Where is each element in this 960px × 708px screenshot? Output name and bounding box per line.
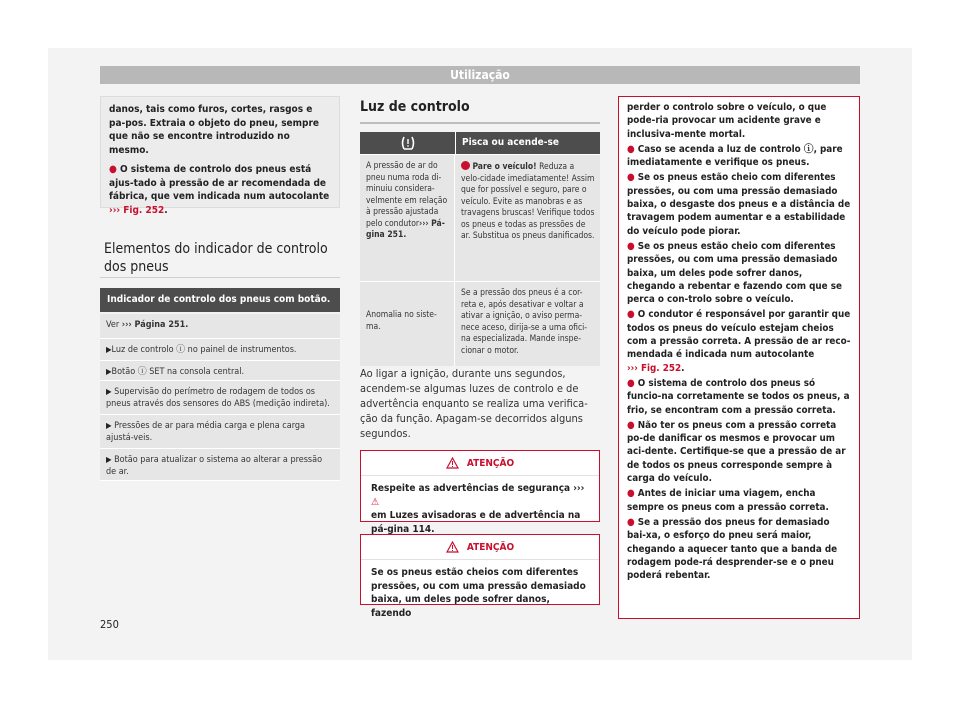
triangle-icon: ▶ <box>106 455 112 464</box>
divider <box>360 122 600 124</box>
table-header-label: Pisca ou acende-se <box>462 137 559 148</box>
page-number: 250 <box>100 618 119 631</box>
list-item: ▶ Pressões de ar para média carga e plena carga ajustá-veis. <box>100 415 340 449</box>
warning-icon <box>446 457 459 469</box>
list-item: ● Caso se acenda a luz de controlo ⓘ, pare imediatamente e verifique os pneus. <box>627 143 843 169</box>
tyre-pressure-icon <box>360 132 456 154</box>
list-item: ▶Luz de controlo ⓘ no painel de instrumentos. <box>100 339 340 361</box>
stop-icon <box>461 161 470 170</box>
list-item: ● Antes de iniciar uma viagem, encha sempre os pneus com a pressão correta. <box>627 488 829 513</box>
intro-text: danos, tais como furos, cortes, rasgos e pa-pos. Extraia o objeto do pneu, sempre que não se encontre introduzido no mesmo. <box>109 104 320 156</box>
list-item: ▶ Botão para atualizar o sistema ao alterar a pressão de ar. <box>100 449 340 481</box>
list-item: ● O sistema de controlo dos pneus só funcio-na corretamente se todos os pneus, a frio, se encontram com a pressão correta. <box>627 377 850 416</box>
warning-label: ATENÇÃO <box>466 541 515 553</box>
triangle-icon: ▶ <box>106 387 112 396</box>
page-link[interactable]: ››› Pá-gina 251. <box>366 218 445 240</box>
list-item: ● Se os pneus estão cheio com diferentes pressões, ou com uma pressão demasiado baixa, o desgaste dos pneus e a distância de travagem podem aumentar e a estabilidade do veículo pode piorar. <box>627 172 851 237</box>
intro-box <box>100 96 340 216</box>
section-title: Luz de controlo <box>360 99 470 115</box>
list-item: ● Se a pressão dos pneus for demasiado bai-xa, o esforço do pneu será maior, chegando a aquecer tanto que a banda de rodagem pode-rá desprender-se e o pneu poderá rebentar. <box>627 516 838 582</box>
triangle-icon: ▶ <box>106 421 112 430</box>
table-row: Anomalia no siste-ma. Se a pressão dos pneus é a cor-reta e, após desativar e voltar a ativar a ignição, o aviso perma-nece aceso, dirija-se a uma ofici-na especializada. Mande inspe-cionar o motor. <box>360 281 600 366</box>
warning-icon: ⚠ <box>371 496 380 508</box>
fig-link[interactable]: ››› Fig. 252 <box>627 362 682 374</box>
warning-continuation-box <box>618 96 860 619</box>
divider <box>100 277 340 278</box>
list-item: ● Não ter os pneus com a pressão correta po-de danificar os mesmos e provocar um aci-dente. Certifique-se que a pressão de ar de todos os pneus corresponde sempre à carga do veículo. <box>627 419 846 485</box>
bullet-mark: ● <box>109 164 117 175</box>
list-item: ● Se os pneus estão cheio com diferentes pressões, ou com uma pressão demasiado baixa, um deles pode sofrer danos, chegando a rebentar e fazendo com que se perca o con-trolo sobre o veículo. <box>627 240 842 306</box>
warning-box: ATENÇÃO Respeite as advertências de segurança ››› ⚠ em Luzes avisadoras e de advertência na pá-gina 114. <box>360 450 600 522</box>
triangle-icon: ▶ <box>106 367 112 376</box>
figure-header: Indicador de controlo dos pneus com botão. <box>100 288 340 312</box>
list-item: Ver ››› Página 251. <box>100 314 340 339</box>
fig-link[interactable]: ››› Fig. 252 <box>109 204 165 216</box>
table-row: A pressão de ar do pneu numa roda di-minuiu considera-velmente em relação à pressão ajustada pelo condutor››› Pá-gina 251. Pare o veículo! Reduza a velo-cidade imediatamente! Assim que for possível e seguro, pare o veículo. Evite as manobras e as travagens bruscas! Verifique todos os pneus e todas as pressões de ar. Substitua os pneus danificados. <box>360 154 600 281</box>
body-paragraph: Ao ligar a ignição, durante uns segundos, acendem-se algumas luzes de controlo e de advertência enquanto se realiza uma verifica-ção da função. Apagam-se decorridos alguns segundos. <box>360 367 588 440</box>
page-link[interactable]: ››› Página 251. <box>121 320 189 330</box>
list-item: ▶Botão ⓘ SET na consola central. <box>100 361 340 381</box>
list-item: ● O condutor é responsável por garantir que todos os pneus do veículo estejam cheios com a pressão correta. A pressão de ar reco-mendada é indicada num autocolante ››› Fig. 252. <box>627 309 851 374</box>
control-light-table <box>360 132 600 366</box>
intro-bullet: ● O sistema de controlo dos pneus está ajus-tado à pressão de ar recomendada de fábrica, que vem indicada num autocolante ››› Fig. 252. <box>109 164 330 216</box>
lead-text: perder o controlo sobre o veículo, o que pode-ria provocar um acidente grave e inclusiva-mente mortal. <box>627 102 827 140</box>
table-header <box>360 132 600 154</box>
list-item: ▶ Supervisão do perímetro de rodagem de todos os pneus através dos sensores do ABS (medição indireta). <box>100 381 340 415</box>
triangle-icon: ▶ <box>106 345 112 354</box>
warning-label: ATENÇÃO <box>466 457 515 469</box>
page-header: Utilização <box>100 66 860 84</box>
section-title: Elementos do indicador de controlo dos pneus <box>104 241 328 275</box>
warning-box: ATENÇÃO Se os pneus estão cheios com diferentes pressões, ou com uma pressão demasiado baixa, um deles pode sofrer danos, fazendo <box>360 534 600 605</box>
warning-icon <box>446 541 459 553</box>
